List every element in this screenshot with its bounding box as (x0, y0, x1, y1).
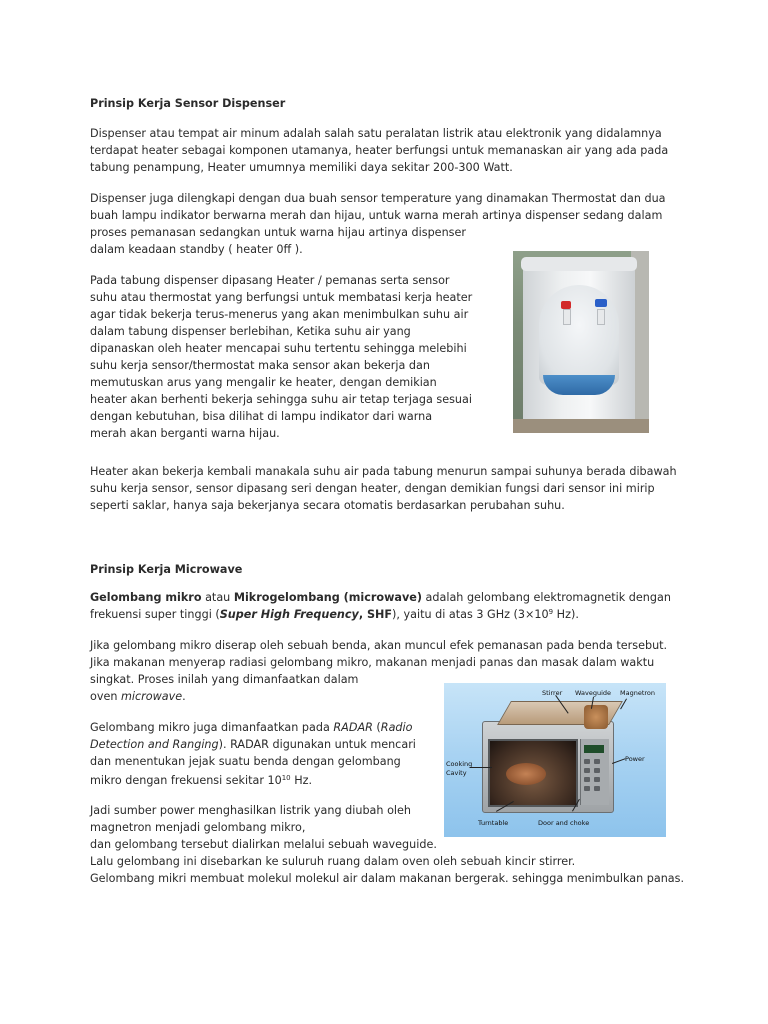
food-shape (506, 763, 546, 785)
paragraph-line: Jika makanan menyerap radiasi gelombang mikro, makanan menjadi panas dan masak dalam waktu (90, 656, 655, 669)
text-span: frekuensi super tinggi ( (90, 608, 220, 621)
paragraph-line: Dispenser juga dilengkapi dengan dua buah sensor temperature yang dinamakan Thermostat dan dua (90, 192, 666, 205)
paragraph-line: buah lampu indikator berwarna merah dan hijau, untuk warna merah artinya dispenser sedang dalam (90, 209, 663, 222)
paragraph-line: Jika gelombang mikro diserap oleh sebuah benda, akan muncul efek pemanasan pada benda tersebut. (90, 639, 668, 652)
paragraph-line: magnetron menjadi gelombang mikro, (90, 821, 306, 834)
paragraph-line: singkat. Proses inilah yang dimanfaatkan dalam (90, 673, 359, 686)
paragraph-line: Lalu gelombang ini disebarkan ke suluruh ruang dalam oven oleh sebuah kincir stirrer. (90, 855, 576, 868)
paragraph-line: Pada tabung dispenser dipasang Heater / pemanas serta sensor (90, 274, 450, 287)
drip-tray (543, 375, 615, 395)
paragraph-line: Heater akan bekerja kembali manakala suhu air pada tabung menurun sampai suhunya berada dibawah (90, 465, 677, 478)
paragraph-line: agar tidak bekerja terus-menerus yang akan menimbulkan suhu air (90, 308, 469, 321)
red-tap-icon (561, 301, 571, 309)
paragraph-line (90, 688, 186, 705)
text-span: oven (90, 690, 121, 703)
exponent: 10 (281, 774, 291, 782)
bold-term: Mikrogelombang (233, 591, 340, 604)
exponent: 9 (548, 608, 554, 616)
paragraph-line (90, 736, 416, 753)
paragraph-line (90, 772, 312, 789)
paragraph-line: terdapat heater sebagai komponen utamanya, heater berfungsi untuk memanaskan air yang ada pada (90, 144, 669, 157)
paragraph-line: Gelombang mikri membuat molekul molekul air dalam makanan bergerak. sehingga menimbulkan panas. (90, 872, 685, 885)
paragraph-line: Jadi sumber power menghasilkan listrik yang diubah oleh (90, 804, 411, 817)
italic-term: RADAR (333, 721, 373, 734)
paragraph-line (90, 589, 671, 606)
text-span: atau (201, 591, 234, 604)
paragraph-line: dan gelombang tersebut dialirkan melalui sebuah waveguide. (90, 838, 437, 851)
paragraph-line: suhu kerja sensor/thermostat maka sensor akan bekerja dan (90, 359, 430, 372)
paragraph-line: dalam tabung dispenser berlebihan, Ketika suhu air yang (90, 325, 411, 338)
text-span: adalah gelombang elektromagnetik dengan (421, 591, 671, 604)
bold-italic-term: Super High Frequency (219, 608, 359, 621)
paragraph-line: seperti saklar, hanya saja bekerjanya secara otomatis berdasarkan perubahan suhu. (90, 499, 565, 512)
paragraph-line: heater akan berhenti bekerja sehingga suhu air tetap terjaga sesuai (90, 393, 472, 406)
label-cooking: Cooking (446, 760, 473, 768)
text-span: mikro dengan frekuensi sekitar 10 (90, 774, 282, 787)
paragraph-line: dipanaskan oleh heater mencapai suhu tertentu sehingga melebihi (90, 342, 467, 355)
heading-dispenser: Prinsip Kerja Sensor Dispenser (90, 97, 286, 110)
bold-term: (microwave) (339, 591, 422, 604)
text-span: . (182, 690, 186, 703)
paragraph-line: dalam keadaan standby ( heater 0ff ). (90, 243, 303, 256)
italic-term: microwave (121, 690, 183, 703)
text-span: Gelombang mikro juga dimanfaatkan pada (90, 721, 334, 734)
text-span: Hz. (290, 774, 313, 787)
paragraph-line: Dispenser atau tempat air minum adalah salah satu peralatan listrik atau elektronik yang didalamnya (90, 127, 662, 140)
italic-term: Detection and Ranging (90, 738, 219, 751)
paragraph-line: suhu kerja sensor, sensor dipasang seri dengan heater, dengan demikian fungsi dari sensor ini mirip (90, 482, 655, 495)
paragraph-line: proses pemanasan sedangkan untuk warna hijau artinya dispenser (90, 226, 466, 239)
label-door-and-choke: Door and choke (538, 819, 590, 827)
heading-microwave: Prinsip Kerja Microwave (90, 563, 243, 576)
microwave-diagram (444, 683, 666, 837)
label-turntable: Turntable (478, 819, 509, 827)
dispenser-photo (513, 251, 649, 433)
blue-tap-icon (595, 299, 607, 307)
text-span: ). RADAR digunakan untuk mencari (218, 738, 416, 751)
bold-term: , SHF (358, 608, 393, 621)
label-magnetron: Magnetron (620, 689, 656, 697)
paragraph-line (90, 719, 412, 736)
magnetron-shape (584, 705, 608, 729)
label-power: Power (625, 755, 645, 763)
label-cavity: Cavity (446, 769, 467, 777)
italic-term: Radio (380, 721, 413, 734)
paragraph-line: memutuskan arus yang mengalir ke heater, dengan demikian (90, 376, 437, 389)
paragraph-line: suhu atau thermostat yang berfungsi untuk membatasi kerja heater (90, 291, 473, 304)
text-span: ), yaitu di atas 3 GHz (3×10 (392, 608, 549, 621)
bold-term: Gelombang mikro (90, 591, 202, 604)
paragraph-line: dengan kebutuhan, bisa dilihat di lampu indikator dari warna (90, 410, 433, 423)
label-stirrer: Stirrer (542, 689, 563, 697)
text-span: ( (372, 721, 381, 734)
paragraph-line: merah akan berganti warna hijau. (90, 427, 280, 440)
paragraph-line: dan menentukan jejak suatu benda dengan gelombang (90, 755, 401, 768)
paragraph-line (90, 606, 579, 623)
text-span: Hz). (553, 608, 579, 621)
paragraph-line: tabung penampung, Heater umumnya memiliki daya sekitar 200-300 Watt. (90, 161, 513, 174)
label-waveguide: Waveguide (575, 689, 612, 697)
